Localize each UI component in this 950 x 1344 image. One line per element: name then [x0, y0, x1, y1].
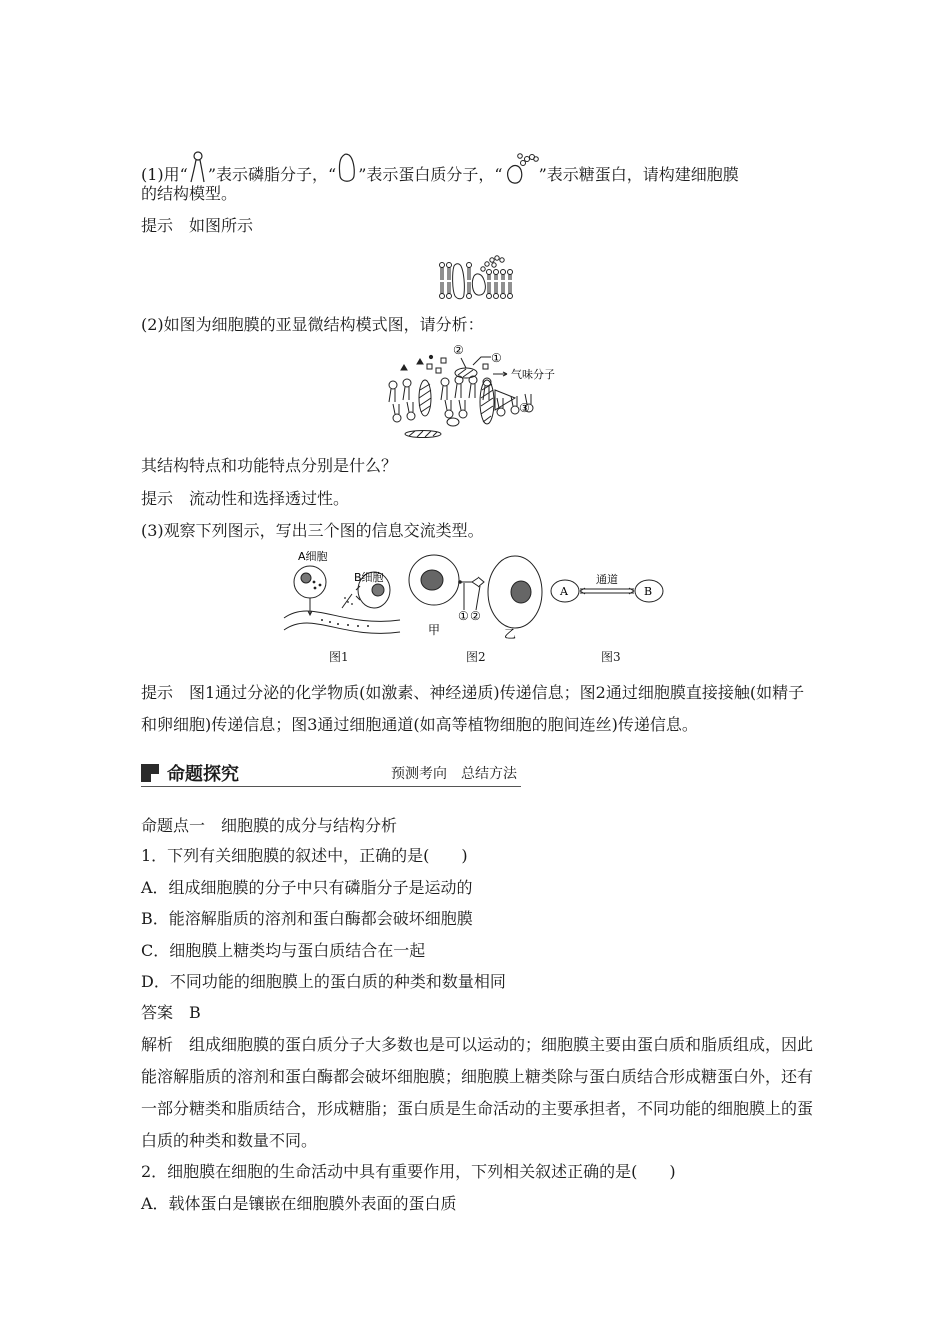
hint3-text: 提示 图1通过分泌的化学物质(如激素、神经递质)传递信息；图2通过细胞膜直接接触(如精子和卵细胞)传递信息；图3通过细胞通道(如高等植物细胞的胞间连丝)传递信息。	[141, 683, 805, 734]
question1-option-a: A．组成细胞膜的分子中只有磷脂分子是运动的	[141, 878, 473, 897]
figure-2-caption: 图2	[466, 650, 486, 664]
q1-line2: 的结构模型。	[141, 184, 238, 203]
fluid-mosaic-figure	[383, 340, 583, 440]
node-b: B	[644, 585, 653, 598]
glycoprotein-icon	[503, 150, 539, 186]
q1-part3: ”表示蛋白质分子，“	[358, 165, 503, 184]
fig2-num-2: ②	[470, 609, 481, 623]
figure-2-contact	[408, 550, 548, 642]
answer1-text: 答案 B	[141, 1003, 201, 1022]
section-title: 命题探究	[167, 764, 239, 785]
section-subtitle: 预测考向 总结方法	[391, 766, 517, 782]
question1-option-c: C．细胞膜上糖类均与蛋白质结合在一起	[141, 941, 426, 960]
b-cell-label: B细胞	[354, 571, 384, 584]
point1-title: 命题点一 细胞膜的成分与结构分析	[141, 816, 398, 835]
q1-line1	[141, 150, 739, 186]
a-cell-label: A细胞	[298, 550, 328, 563]
label-2: ②	[453, 343, 464, 357]
question1-stem: 1．下列有关细胞膜的叙述中，正确的是( )	[141, 846, 468, 865]
fig2-num-1: ①	[458, 609, 469, 623]
node-a: A	[560, 585, 568, 598]
question1-option-d: D．不同功能的细胞膜上的蛋白质的种类和数量相同	[141, 972, 506, 991]
label-1: ①	[491, 351, 502, 365]
protein-icon	[336, 152, 358, 186]
question2-stem: 2．细胞膜在细胞的生命活动中具有重要作用，下列相关叙述正确的是( )	[141, 1162, 676, 1181]
figure-1-secretion	[282, 548, 402, 640]
hint2-text: 提示 流动性和选择透过性。	[141, 489, 350, 508]
q1-part2: ”表示磷脂分子，“	[207, 165, 337, 184]
analysis1-text: 解析 组成细胞膜的蛋白质分子大多数也是可以运动的；细胞膜主要由蛋白质和脂质组成，因此能溶解脂质的溶剂和蛋白酶都会破坏细胞膜；细胞膜上糖类除与蛋白质结合形成糖蛋白外，还有一部分糖类和脂质结合，形成糖脂；蛋白质是生命活动的主要承担者，不同功能的细胞膜上的蛋白质的种类和数量不同。	[141, 1035, 814, 1150]
q2b-text: 其结构特点和功能特点分别是什么？	[141, 456, 398, 475]
section-heading	[141, 760, 521, 790]
yi-label: 乙	[504, 627, 517, 641]
q1-part4: ”表示糖蛋白，请构建细胞膜	[538, 165, 739, 184]
hint1-text: 提示 如图所示	[141, 216, 254, 235]
figure-3-caption: 图3	[601, 650, 621, 664]
q3-text: (3)观察下列图示，写出三个图的信息交流类型。	[141, 521, 484, 540]
phospholipid-icon	[188, 150, 208, 186]
jia-label: 甲	[428, 623, 441, 637]
channel-label: 通道	[596, 573, 618, 586]
question2-option-a: A．载体蛋白是镶嵌在细胞膜外表面的蛋白质	[141, 1194, 457, 1213]
question1-option-b: B．能溶解脂质的溶剂和蛋白酶都会破坏细胞膜	[141, 909, 473, 928]
section-rule	[141, 786, 521, 787]
odor-molecule-label: 气味分子	[511, 368, 555, 381]
label-3: ③	[519, 401, 530, 415]
figure-3-channel	[550, 568, 670, 608]
figure-1-caption: 图1	[329, 650, 349, 664]
q2-text: (2)如图为细胞膜的亚显微结构模式图，请分析：	[141, 315, 484, 334]
section-square-icon	[141, 764, 159, 782]
membrane-model-figure	[438, 250, 514, 300]
q1-part1: (1)用“	[141, 165, 188, 184]
